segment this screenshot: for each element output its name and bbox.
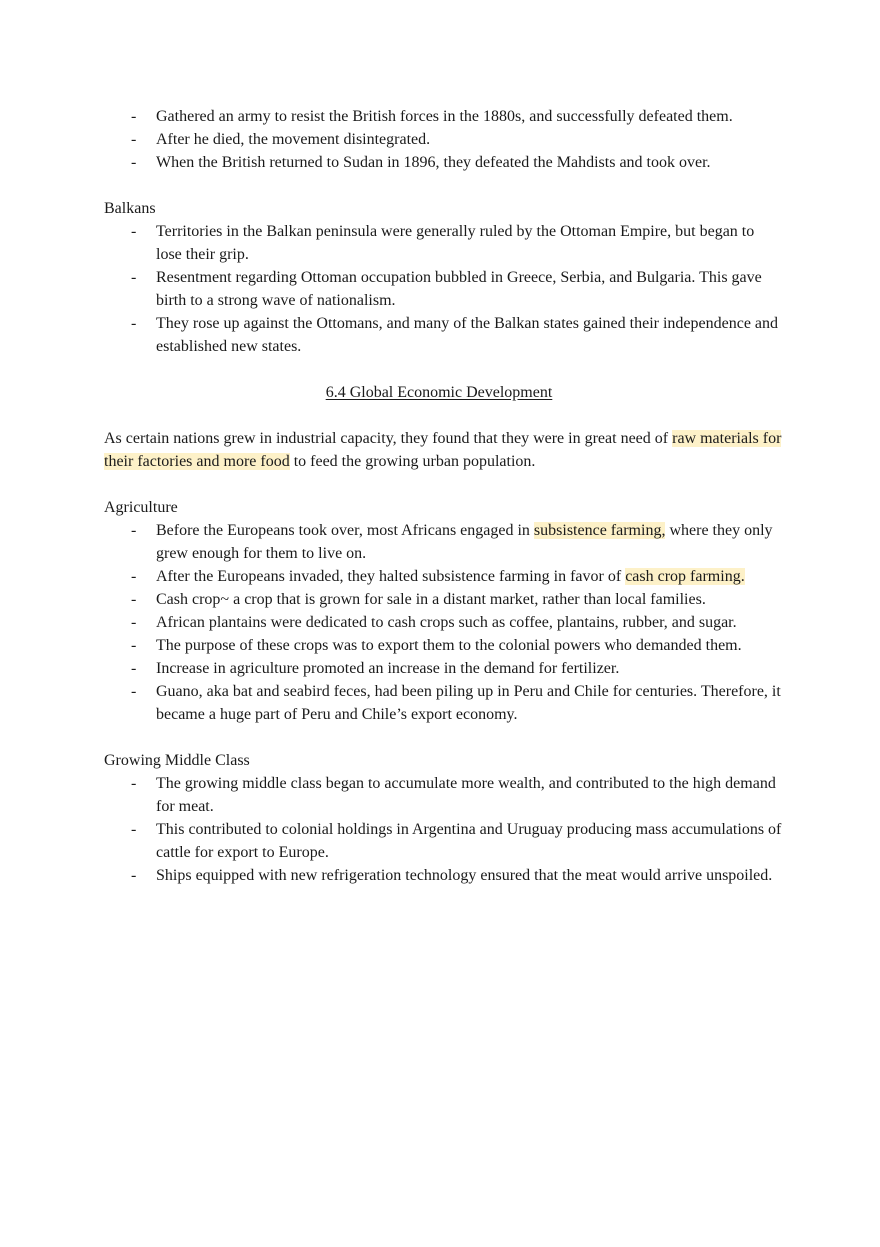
list-item: - They rose up against the Ottomans, and many of the Balkan states gained their independence and established new states.: [156, 312, 784, 358]
spacer: [104, 358, 784, 381]
list-item: - The purpose of these crops was to export them to the colonial powers who demanded them.: [156, 634, 784, 657]
mahdi-list: [104, 105, 784, 174]
list-item: - When the British returned to Sudan in 1896, they defeated the Mahdists and took over.: [156, 151, 784, 174]
list-item: - Territories in the Balkan peninsula were generally ruled by the Ottoman Empire, but began to lose their grip.: [156, 220, 784, 266]
balkans-list: [104, 220, 784, 358]
list-item: - Guano, aka bat and seabird feces, had been piling up in Peru and Chile for centuries. Therefore, it became a huge part of Peru and Chile’s export economy.: [156, 680, 784, 726]
list-item-text: Before the Europeans took over, most Africans engaged in: [156, 522, 534, 539]
intro-text-end: to feed the growing urban population.: [289, 453, 536, 470]
list-item-text: After the Europeans invaded, they halted subsistence farming in favor of: [156, 568, 626, 585]
spacer: [104, 726, 784, 749]
spacer: [104, 174, 784, 197]
middle-class-label: Growing Middle Class: [104, 752, 250, 769]
spacer: [104, 404, 784, 427]
list-item: - Gathered an army to resist the British forces in the 1880s, and successfully defeated them.: [156, 105, 784, 128]
list-item: [156, 519, 784, 565]
agriculture-list: [104, 519, 784, 726]
list-item: - Resentment regarding Ottoman occupation bubbled in Greece, Serbia, and Bulgaria. This gave birth to a strong wave of nationalism.: [156, 266, 784, 312]
list-item: - Increase in agriculture promoted an increase in the demand for fertilizer.: [156, 657, 784, 680]
highlighted-text: raw materials for their factories and more food: [104, 430, 782, 470]
highlighted-text: subsistence farming,: [533, 522, 666, 539]
balkans-label: Balkans: [104, 200, 156, 217]
highlighted-text: cash crop farming.: [625, 568, 745, 585]
agriculture-label: Agriculture: [104, 499, 178, 516]
intro-text: As certain nations grew in industrial capacity, they found that they were in great need of: [104, 430, 673, 447]
list-item: [156, 565, 784, 588]
list-item: - Ships equipped with new refrigeration technology ensured that the meat would arrive unspoiled.: [156, 864, 784, 887]
list-item-text-end: where they only grew enough for them to live on.: [156, 522, 773, 562]
section-heading: [104, 381, 784, 404]
middle-class-list: [104, 772, 784, 887]
list-item: - After he died, the movement disintegrated.: [156, 128, 784, 151]
spacer: [104, 473, 784, 496]
list-item: - Cash crop~ a crop that is grown for sale in a distant market, rather than local families.: [156, 588, 784, 611]
section-heading-text: 6.4 Global Economic Development: [325, 384, 553, 401]
list-item: - The growing middle class began to accumulate more wealth, and contributed to the high demand for meat.: [156, 772, 784, 818]
list-item: - This contributed to colonial holdings in Argentina and Uruguay producing mass accumulations of cattle for export to Europe.: [156, 818, 784, 864]
list-item: - African plantains were dedicated to cash crops such as coffee, plantains, rubber, and sugar.: [156, 611, 784, 634]
intro-paragraph: [104, 427, 784, 473]
document-page: [104, 105, 784, 887]
